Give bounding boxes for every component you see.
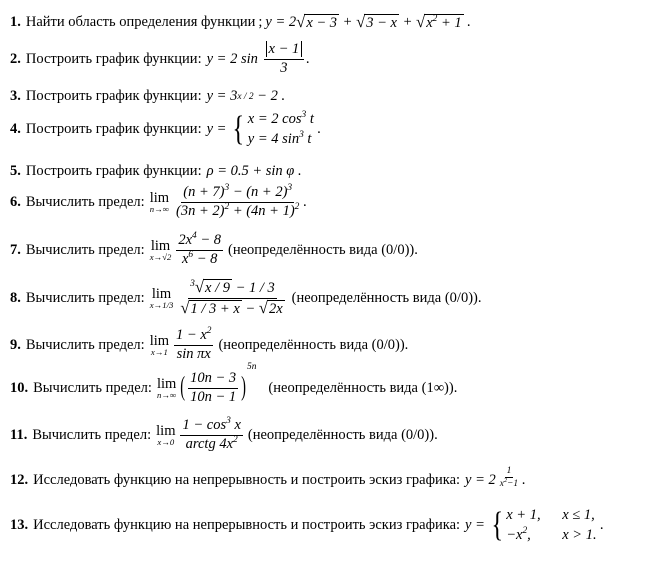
problem-note: (неопределённость вида (1∞)).: [268, 379, 458, 396]
problem-4: [10, 110, 321, 149]
problem-13: [10, 506, 604, 545]
formula: ρ = 0.5 + sin φ .: [206, 163, 302, 179]
problem-text: Вычислить предел:: [25, 336, 145, 353]
problem-11: [10, 418, 438, 453]
problem-2: [10, 42, 310, 77]
problem-text: Вычислить предел:: [25, 241, 145, 258]
problem-text: Найти область определения функции: [25, 14, 256, 31]
problem-6: [10, 185, 307, 220]
problem-8: [10, 279, 481, 318]
problem-text: Вычислить предел:: [25, 193, 145, 210]
formula: y = { x = 2 $\cos^3 t$ y = 4 $\sin^3 t$ .: [206, 109, 322, 149]
problem-number: 9.: [10, 336, 21, 353]
problem-number: 12.: [10, 472, 29, 489]
formula: lim n→∞ $\frac{(n + 7)^3 - (n + 2)^3}{(3n + 2)^2 + (4n + 1)^2}$ .: [149, 183, 307, 219]
problem-text: Построить график функции:: [25, 88, 202, 104]
problem-number: 10.: [10, 379, 29, 396]
formula: lim n→∞ ( $\frac{10n - 3}{10n - 1}$ ) 5n: [156, 362, 257, 405]
problem-text: Построить график функции:: [25, 121, 202, 138]
problem-number: 2.: [10, 50, 21, 67]
problem-text: Вычислить предел:: [32, 426, 152, 443]
problem-number: 4.: [10, 121, 21, 138]
problem-number: 13.: [10, 517, 29, 534]
formula: y = 2 $\frac{1}{x^2-1}$ .: [465, 466, 526, 490]
problem-note: (неопределённость вида (0/0)).: [291, 289, 482, 306]
problem-9: [10, 328, 408, 363]
problem-10: [10, 362, 458, 406]
formula: y = 2 sin $\frac{x - 1}{3}$ .: [206, 41, 310, 76]
formula: lim x→√2 $\frac{2x^4 - 8}{x^6 - 8}$: [149, 231, 222, 267]
problem-text: Исследовать функцию на непрерывность и построить эскиз графика:: [33, 517, 461, 534]
problem-note: (неопределённость вида (0/0)).: [247, 426, 438, 443]
problem-7: [10, 233, 418, 268]
formula: y = 2 √ x − 3 + √ 3 − x + √ $x^2 + 1$ .: [265, 12, 471, 31]
problem-number: 8.: [10, 289, 21, 306]
problem-text: Вычислить предел:: [33, 379, 152, 396]
problem-text: Вычислить предел:: [25, 289, 145, 306]
problem-3: [10, 88, 285, 105]
problem-note: (неопределённость вида (0/0)).: [228, 241, 418, 258]
formula: y = { x + 1, x ≤ 1, $-x^2$, x > 1. .: [465, 505, 604, 545]
problem-punct: ;: [258, 14, 263, 31]
problem-12: [10, 466, 526, 490]
problem-5: [10, 163, 302, 180]
problem-1: [10, 14, 471, 32]
problem-text: Построить график функции:: [25, 163, 202, 179]
problem-note: (неопределённость вида (0/0)).: [218, 336, 409, 353]
problem-number: 5.: [10, 163, 21, 179]
problem-number: 1.: [10, 14, 21, 31]
formula: lim x→1/3 $^3$ √ x / 9 − 1 / 3 √ 1 / 3 + x − √ 2x: [149, 277, 283, 317]
formula: lim x→0 $\frac{1 - \cos^3 x}{arctg 4x^2}$: [156, 416, 241, 452]
problem-number: 11.: [10, 426, 28, 443]
formula: y = 3 x / 2 − 2 .: [206, 88, 286, 104]
problem-number: 3.: [10, 88, 21, 104]
formula: lim x→1 $\frac{1 - x^2}{\text{sin πx}}$: [149, 326, 212, 362]
problem-number: 6.: [10, 193, 21, 210]
problem-text: Построить график функции:: [25, 50, 202, 67]
problem-text: Исследовать функцию на непрерывность и построить эскиз графика:: [33, 472, 461, 489]
problem-number: 7.: [10, 241, 21, 258]
